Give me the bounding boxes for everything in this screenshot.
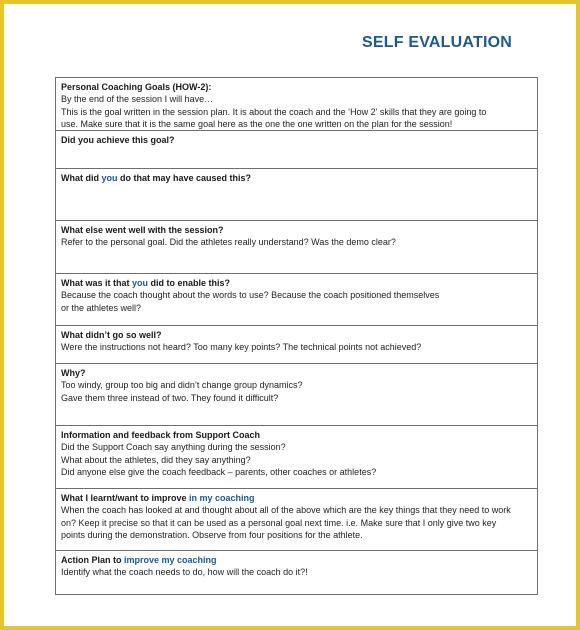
table-row-action-plan [56,550,537,595]
row-text-line: Because the coach thought about the words to use? Because the coach positioned themselves [61,290,440,301]
table-row-not-well [56,325,537,363]
row-heading-accent: you [132,278,149,288]
row-heading-accent: you [101,173,118,183]
row-text-line: Did the Support Coach say anything during the session? [61,442,286,453]
row-heading: What else went well with the session? [61,225,224,235]
row-text-line: What about the athletes, did they say anything? [61,454,251,465]
row-text-line: Identify what the coach needs to do, how will the coach do it?! [61,567,308,578]
row-text-line: points during the demonstration. Observe from four positions for the athlete. [61,530,363,541]
row-text-line: This is the goal written in the session plan. It is about the coach and the ‘How 2’ skills that they are going to [61,106,487,117]
row-heading: Why? [61,368,86,378]
row-heading: What I learnt/want to improve in my coaching [61,493,255,503]
row-text-line: Were the instructions not heard? Too many key points? The technical points not achieved? [61,342,422,353]
row-heading-accent: in my coaching [189,493,255,503]
row-heading: Action Plan to improve my coaching [61,555,217,565]
evaluation-table [55,77,538,595]
row-subheading: By the end of the session I will have… [61,94,214,105]
table-row-learnt-improve [56,488,537,550]
row-text-line: Refer to the personal goal. Did the athletes really understand? Was the demo clear? [61,237,396,248]
row-text-line: on? Keep it precise so that it can be used as a personal goal next time. i.e. Make sure that I only give two key [61,517,497,528]
row-heading: What did you do that may have caused this? [61,173,252,183]
row-heading: Did you achieve this goal? [61,135,175,145]
row-heading-accent: improve my coaching [124,555,217,565]
row-heading: What was it that you did to enable this? [61,278,231,288]
table-row-enable-this [56,273,537,325]
row-text-line: or the athletes well? [61,302,142,313]
row-heading: Personal Coaching Goals (HOW-2): [61,82,212,92]
table-row-coaching-goals [56,78,537,130]
table-row-why [56,363,537,425]
row-text-line: Too windy, group too big and didn’t change group dynamics? [61,380,303,391]
table-row-what-did-you-do [56,168,537,220]
row-heading: What didn’t go so well? [61,330,162,340]
row-text-line: When the coach has looked at and thought about all of the above which are the key things that they need to work [61,505,511,516]
row-text-line: Did anyone else give the coach feedback – parents, other coaches or athletes? [61,467,377,478]
table-row-achieve-goal [56,130,537,168]
row-text-line: Gave them three instead of two. They found it difficult? [61,392,279,403]
page-title: SELF EVALUATION [362,34,512,51]
row-text-line: use. Make sure that it is the same goal here as the one the one written on the plan for the session! [61,119,453,130]
table-row-went-well [56,220,537,273]
table-row-support-coach-feedback [56,425,537,488]
row-heading: Information and feedback from Support Coach [61,430,261,440]
